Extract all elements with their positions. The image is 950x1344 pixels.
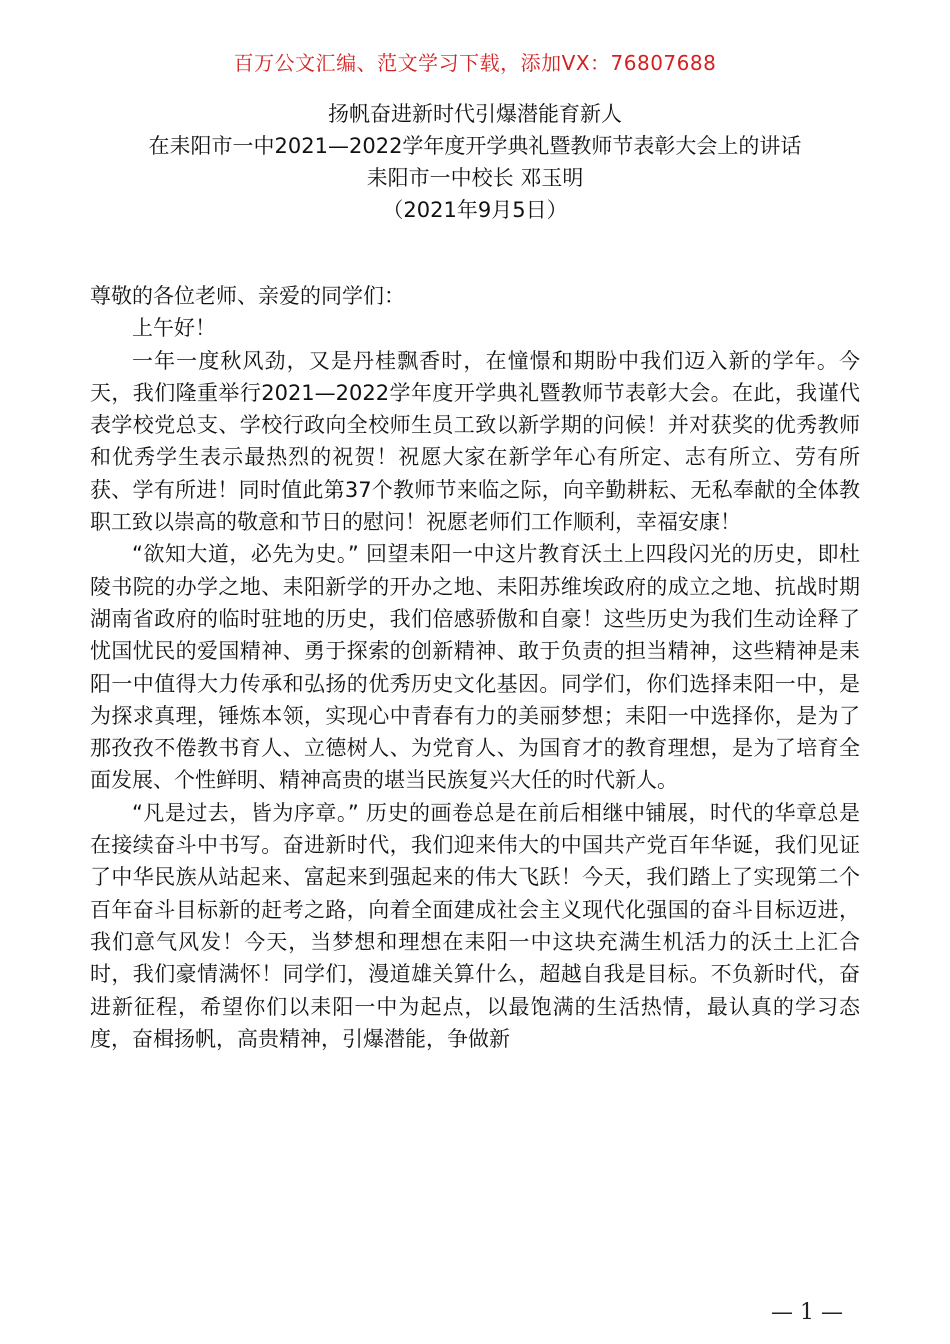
page-number: — 1 —	[771, 1300, 843, 1325]
speech-date: （2021年9月5日）	[382, 198, 568, 222]
speech-body	[90, 280, 860, 1055]
speech-title: 扬帆奋进新时代引爆潜能育新人	[328, 102, 622, 126]
speech-author: 耒阳市一中校长 邓玉明	[366, 166, 584, 190]
greeting: 上午好！	[132, 316, 216, 341]
speech-subtitle: 在耒阳市一中2021—2022学年度开学典礼暨教师节表彰大会上的讲话	[148, 134, 802, 158]
paragraph: “欲知大道，必先为史。” 回望耒阳一中这片教育沃土上四段闪光的历史，即杜陵书院的办学之地、耒阳新学的开办之地、耒阳苏维埃政府的成立之地、抗战时期湖南省政府的临时驻地的历史，我们倍感骄傲和自豪！这些历史为我们生动诠释了忧国忧民的爱国精神、勇于探索的创新精神、敢于负责的担当精神，这些精神是耒阳一中值得大力传承和弘扬的优秀历史文化基因。同学们，你们选择耒阳一中，是为探求真理，锤炼本领，实现心中青春有力的美丽梦想；耒阳一中选择你，是为了那孜孜不倦教书育人、立德树人、为党育人、为国育才的教育理想，是为了培育全面发展、个性鲜明、精神高贵的堪当民族复兴大任的时代新人。	[90, 542, 860, 793]
download-banner: 百万公文汇编、范文学习下载，添加VX：76807688	[233, 51, 717, 75]
paragraph: 一年一度秋风劲，又是丹桂飘香时，在憧憬和期盼中我们迈入新的学年。今天，我们隆重举行2021—2022学年度开学典礼暨教师节表彰大会。在此，我谨代表学校党总支、学校行政向全校师生员工致以新学期的问候！并对获奖的优秀教师和优秀学生表示最热烈的祝贺！祝愿大家在新学年心有所定、志有所立、劳有所获、学有所进！同时值此第37个教师节来临之际，向辛勤耕耘、无私奉献的全体教职工致以崇高的敬意和节日的慰问！祝愿老师们工作顺利，幸福安康！	[90, 348, 860, 535]
paragraph: “凡是过去，皆为序章。” 历史的画卷总是在前后相继中铺展，时代的华章总是在接续奋斗中书写。奋进新时代，我们迎来伟大的中国共产党百年华诞，我们见证了中华民族从站起来、富起来到强起来的伟大飞跃！今天，我们踏上了实现第二个百年奋斗目标新的赶考之路，向着全面建成社会主义现代化强国的奋斗目标迈进，我们意气风发！今天，当梦想和理想在耒阳一中这块充满生机活力的沃土上汇合时，我们豪情满怀！同学们，漫道雄关算什么，超越自我是目标。不负新时代，奋进新征程，希望你们以耒阳一中为起点，以最饱满的生活热情，最认真的学习态度，奋楫扬帆，高贵精神，引爆潜能，争做新	[90, 800, 860, 1051]
title-block	[0, 98, 950, 226]
salutation: 尊敬的各位老师、亲爱的同学们：	[90, 284, 405, 308]
